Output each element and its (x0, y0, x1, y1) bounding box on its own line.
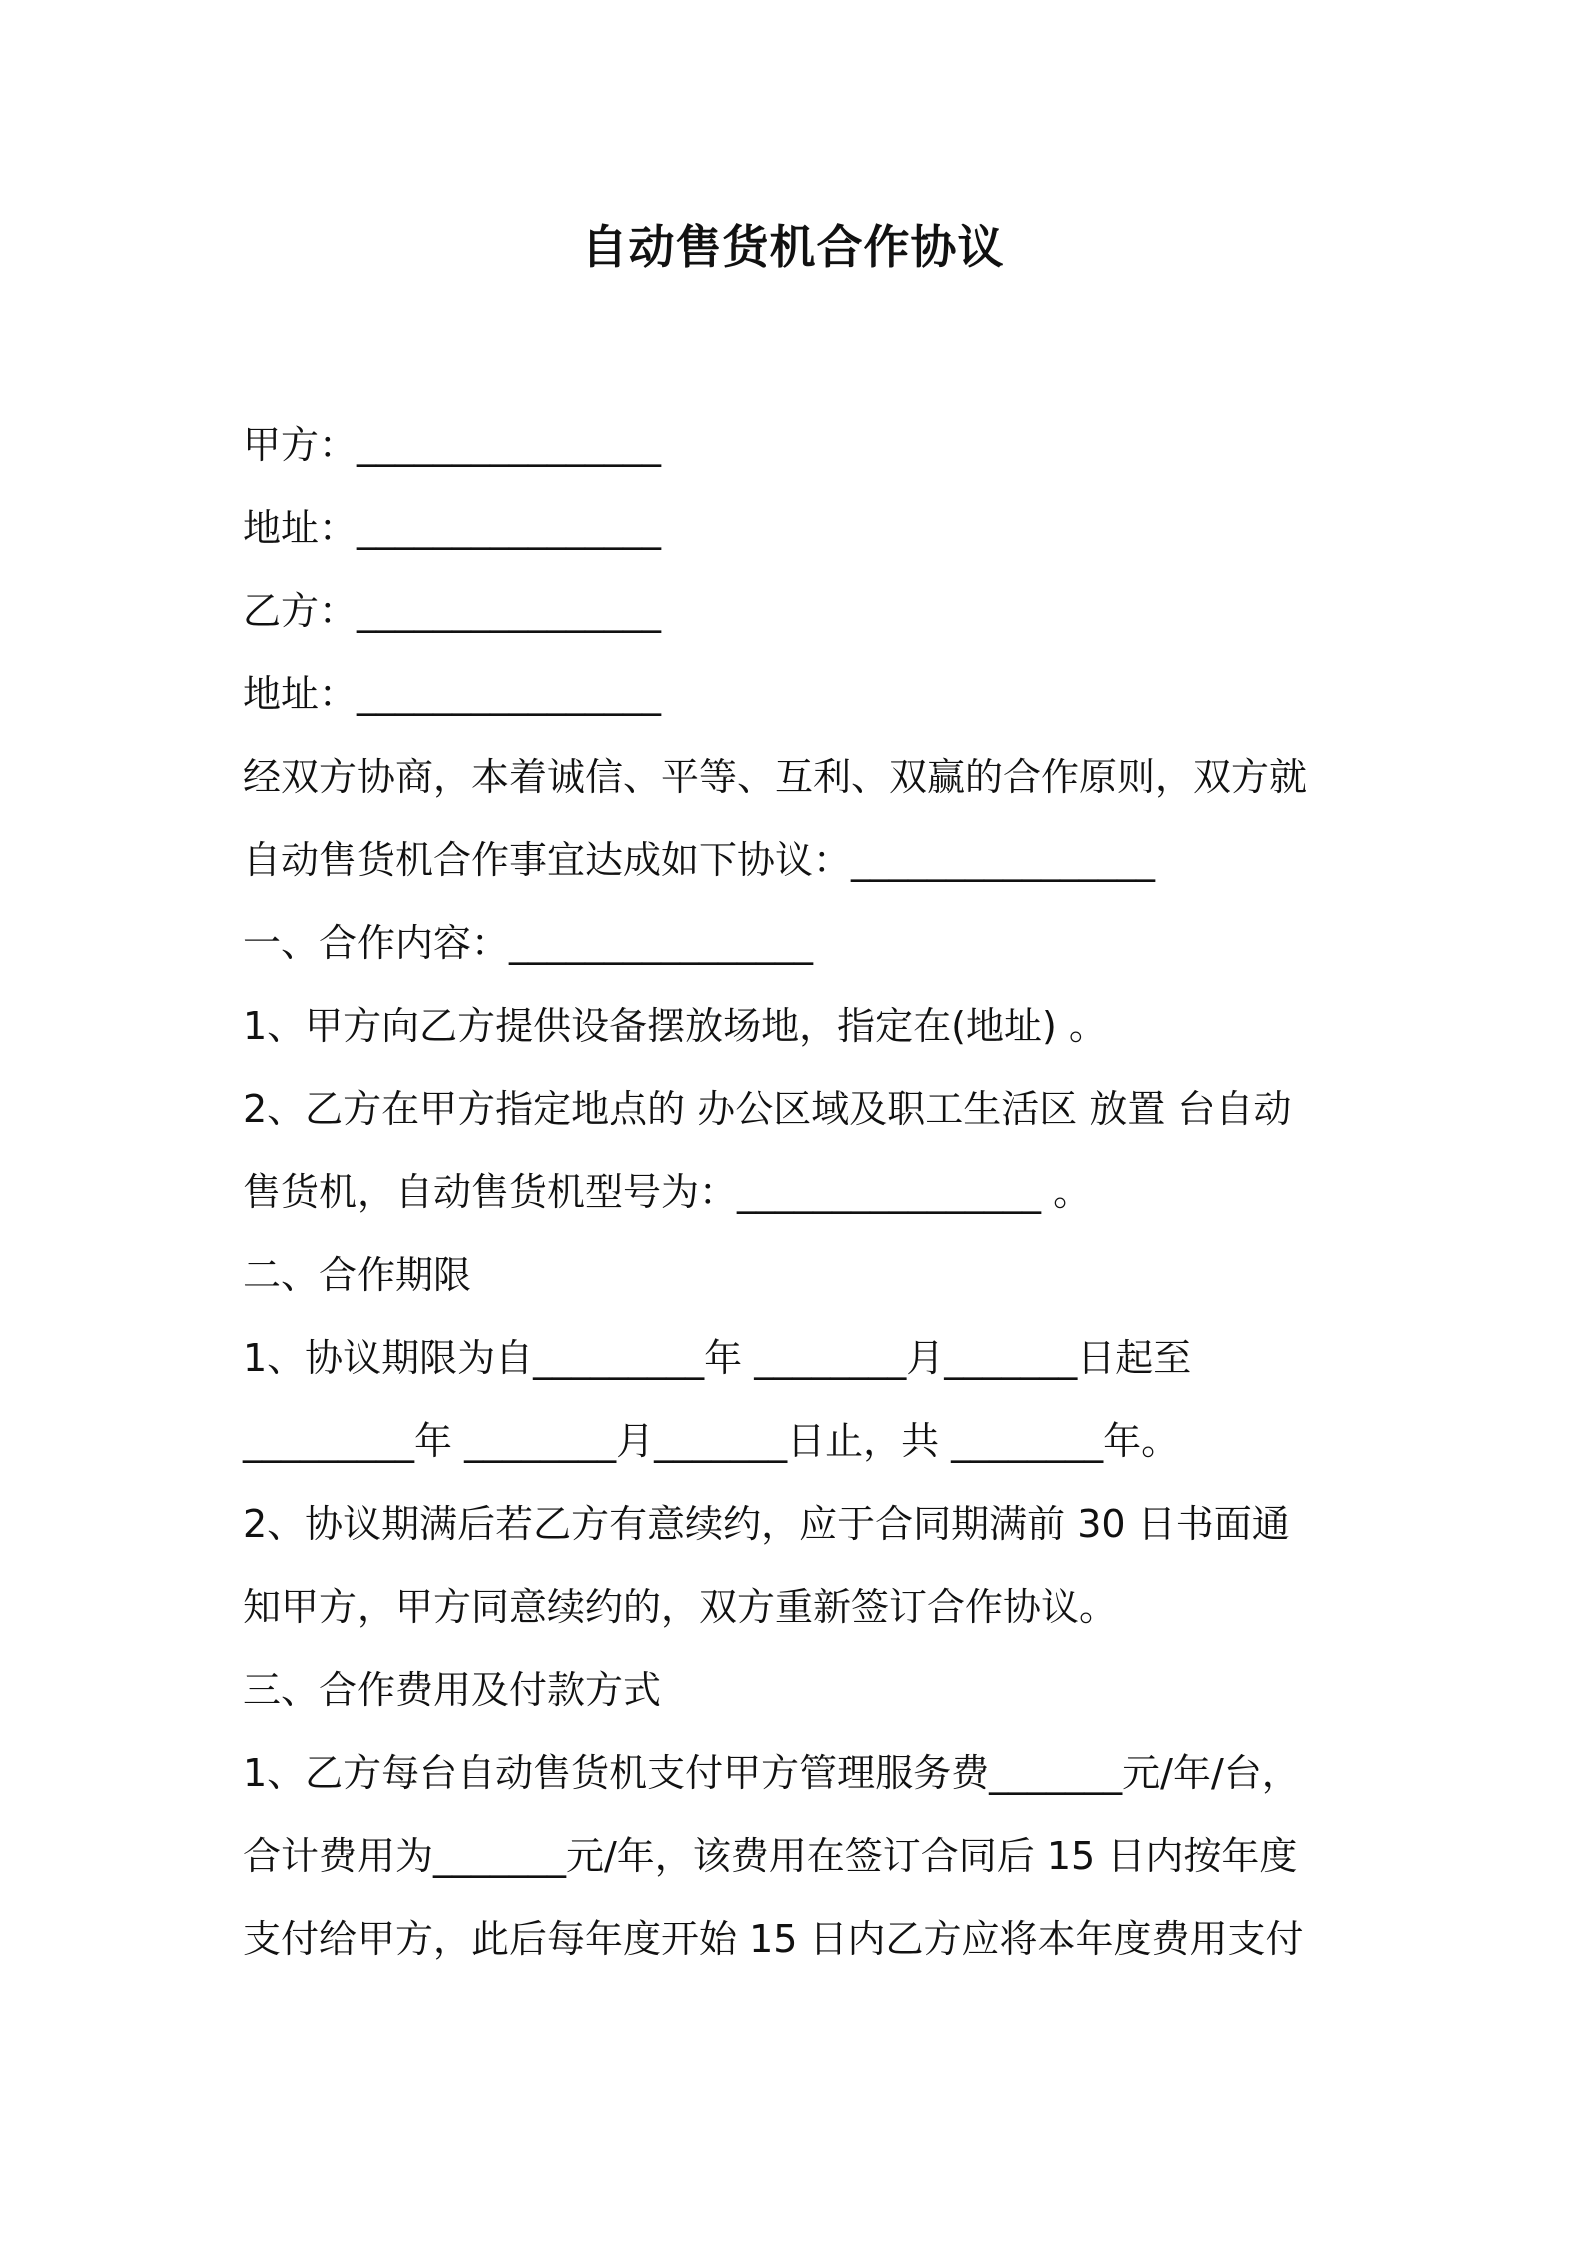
party-a-address-line: 地址：________________ (243, 506, 662, 550)
clause-3-1-line-2: 合计费用为_______元/年，该费用在签订合同后 15 日内按年度 (243, 1834, 1298, 1878)
section-1-heading: 一、合作内容：________________ (243, 921, 814, 965)
party-a-line: 甲方：________________ (243, 423, 662, 467)
preamble-line-2: 自动售货机合作事宜达成如下协议：________________ (243, 838, 1156, 882)
document-title: 自动售货机合作协议 (581, 220, 1005, 274)
clause-2-1-line-2: _________年 ________月_______日止，共 ________年。 (243, 1419, 1180, 1463)
document-body (243, 404, 1353, 1981)
clause-2-2-line-2: 知甲方，甲方同意续约的，双方重新签订合作协议。 (243, 1585, 1118, 1629)
clause-3-1-line-1: 1、乙方每台自动售货机支付甲方管理服务费_______元/年/台， (243, 1751, 1300, 1795)
section-3-heading: 三、合作费用及付款方式 (243, 1668, 662, 1712)
clause-3-1-line-3: 支付给甲方，此后每年度开始 15 日内乙方应将本年度费用支付 (243, 1917, 1304, 1961)
clause-1-2-line-1: 2、乙方在甲方指定地点的 办公区域及职工生活区 放置 台自动 (243, 1087, 1292, 1131)
party-b-address-line: 地址：________________ (243, 672, 662, 716)
clause-1-1: 1、甲方向乙方提供设备摆放场地，指定在(地址) 。 (243, 1004, 1107, 1048)
clause-1-2-line-2: 售货机，自动售货机型号为：________________ 。 (243, 1170, 1092, 1214)
preamble-line-1: 经双方协商，本着诚信、平等、互利、双赢的合作原则，双方就 (243, 755, 1308, 799)
clause-2-1-line-1: 1、协议期限为自_________年 ________月_______日起至 (243, 1336, 1192, 1380)
section-2-heading: 二、合作期限 (243, 1253, 472, 1297)
party-b-line: 乙方：________________ (243, 589, 662, 633)
clause-2-2-line-1: 2、协议期满后若乙方有意续约，应于合同期满前 30 日书面通 (243, 1502, 1290, 1546)
